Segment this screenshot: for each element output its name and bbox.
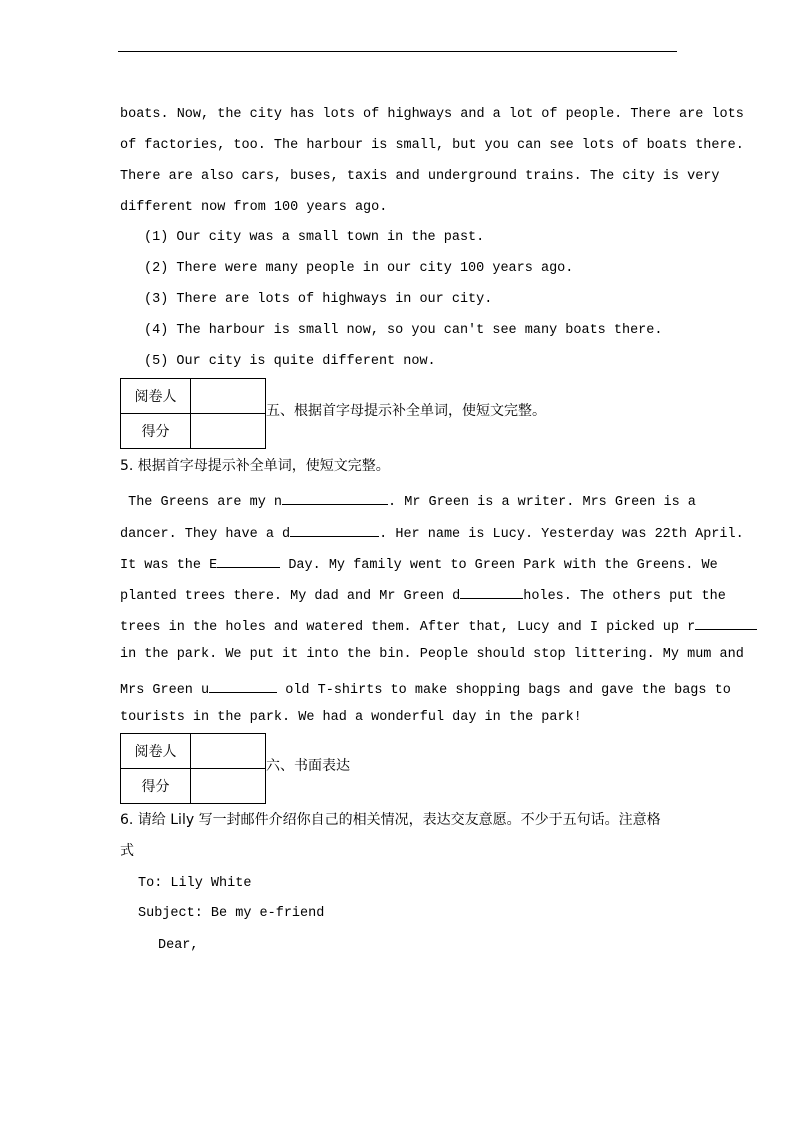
statement: (3) There are lots of highways in our city. [144,292,493,307]
question-title: 5. 根据首字母提示补全单词，使短文完整。 [120,458,390,474]
question-title-cont: 式 [120,843,134,859]
score-label: 得分 [121,414,191,449]
passage-line: of factories, too. The harbour is small, but you can see lots of boats there. [120,138,744,153]
reviewer-label: 阅卷人 [121,379,191,414]
blank-n[interactable] [282,491,388,505]
passage-line [120,523,744,543]
text: planted trees there. My dad and Mr Green d [120,589,461,604]
email-subject: Subject: Be my e-friend [138,906,325,921]
passage-line: tourists in the park. We had a wonderful day in the park! [120,710,582,725]
text: trees in the holes and watered them. After that, Lucy and I picked up r [120,620,696,635]
score-box [120,733,266,804]
score-box [120,378,266,449]
blank-d2[interactable] [460,585,523,599]
text: . Her name is Lucy. Yesterday was 22th April. [379,527,744,542]
text: Mrs Green u [120,683,210,698]
reviewer-cell [191,379,266,414]
question-title: 6. 请给 Lily 写一封邮件介绍你自己的相关情况，表达交友意愿。不少于五句话。注意格 [120,812,661,828]
section-heading: 六、书面表达 [266,758,350,774]
email-to: To: Lily White [138,876,252,891]
text: dancer. They have a d [120,527,291,542]
text: It was the E [120,558,218,573]
passage-line [120,679,731,699]
passage-line [120,585,726,605]
blank-e[interactable] [217,554,280,568]
passage-line: There are also cars, buses, taxis and underground trains. The city is very [120,169,720,184]
passage-line: boats. Now, the city has lots of highways and a lot of people. There are lots [120,107,744,122]
text: . Mr Green is a writer. Mrs Green is a [388,495,696,510]
passage-line [120,616,757,636]
passage-line: different now from 100 years ago. [120,200,388,215]
reviewer-label: 阅卷人 [121,734,191,769]
score-label: 得分 [121,769,191,804]
text: The Greens are my n [120,495,283,510]
text: Day. My family went to Green Park with the Greens. We [280,558,718,573]
statement: (4) The harbour is small now, so you can't see many boats there. [144,323,663,338]
blank-d[interactable] [290,523,379,537]
header-rule [118,51,677,52]
reviewer-cell [191,734,266,769]
email-greeting: Dear, [158,938,199,953]
text: old T-shirts to make shopping bags and gave the bags to [277,683,731,698]
passage-line [120,491,696,511]
score-cell [191,414,266,449]
blank-r[interactable] [695,616,757,630]
section-heading: 五、根据首字母提示补全单词，使短文完整。 [266,403,546,419]
passage-line [120,554,718,574]
passage-line: in the park. We put it into the bin. People should stop littering. My mum and [120,647,744,662]
statement: (2) There were many people in our city 100 years ago. [144,261,574,276]
score-cell [191,769,266,804]
statement: (5) Our city is quite different now. [144,354,436,369]
text: holes. The others put the [523,589,726,604]
blank-u[interactable] [209,679,277,693]
statement: (1) Our city was a small town in the past. [144,230,485,245]
